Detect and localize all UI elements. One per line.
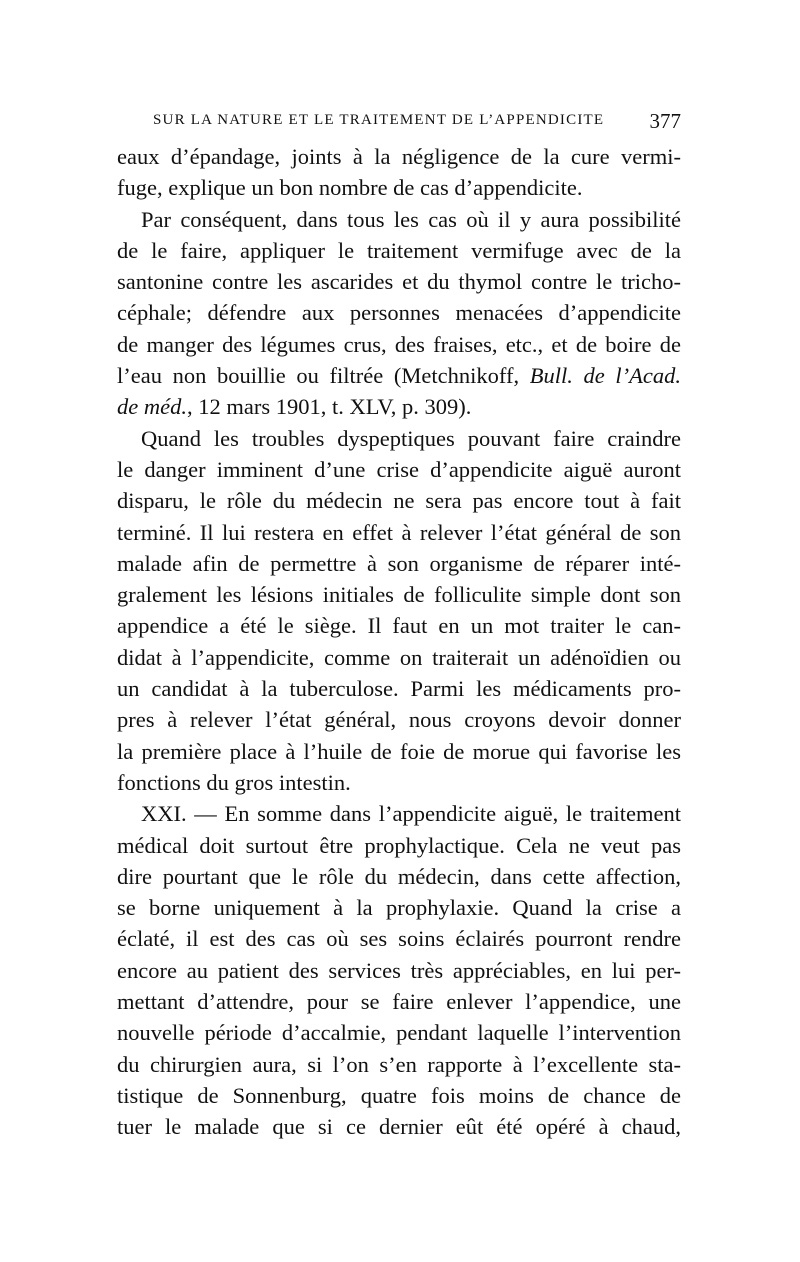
text-line: gralement les lésions initiales de folliculite simple dont son xyxy=(117,582,681,608)
text-line: disparu, le rôle du médecin ne sera pas encore tout à fait xyxy=(117,488,681,514)
text-line: malade afin de permettre à son organisme de réparer inté- xyxy=(117,550,681,576)
text-line: pres à relever l’état général, nous croyons devoir donner xyxy=(117,707,681,733)
text-line: Quand les troubles dyspeptiques pouvant faire craindre xyxy=(141,425,681,451)
citation-details: , 12 mars 1901, t. XLV, p. 309). xyxy=(186,394,472,420)
body-text xyxy=(117,141,681,1143)
text-line: fonctions du gros intestin. xyxy=(117,769,351,795)
text-line: tuer le malade que si ce dernier eût été opéré à chaud, xyxy=(117,1114,681,1140)
text-line: XXI. — En somme dans l’appendicite aiguë, le traitement xyxy=(141,801,681,827)
text-line: la première place à l’huile de foie de morue qui favorise les xyxy=(117,738,681,764)
citation-journal-2: de méd. xyxy=(117,394,187,420)
running-head xyxy=(117,109,681,136)
text-line: du chirurgien aura, si l’on s’en rapporte à l’excellente sta- xyxy=(117,1051,681,1077)
text-line: de le faire, appliquer le traitement vermifuge avec de la xyxy=(117,237,681,263)
text-line: tistique de Sonnenburg, quatre fois moins de chance de xyxy=(117,1082,681,1108)
text-line: éclaté, il est des cas où ses soins éclairés pourront rendre xyxy=(117,926,681,952)
citation-line-1 xyxy=(117,360,681,391)
text-line: encore au patient des services très appréciables, en lui per- xyxy=(117,957,681,983)
text-line: un candidat à la tuberculose. Parmi les médicaments pro- xyxy=(117,676,681,702)
text-line: nouvelle période d’accalmie, pendant laquelle l’intervention xyxy=(117,1020,681,1046)
text-line: eaux d’épandage, joints à la négligence de la cure vermi- xyxy=(117,144,681,169)
running-title: SUR LA NATURE ET LE TRAITEMENT DE L’APPENDICITE xyxy=(153,112,605,128)
text-line: Par conséquent, dans tous les cas où il y aura possibilité xyxy=(141,206,681,232)
text-line: dire pourtant que le rôle du médecin, dans cette affection, xyxy=(117,863,681,889)
text-line: le danger imminent d’une crise d’appendicite aiguë auront xyxy=(117,456,681,482)
text-line: terminé. Il lui restera en effet à relever l’état général de son xyxy=(117,519,681,545)
text-line: de manger des légumes crus, des fraises, etc., et de boire de xyxy=(117,331,681,357)
text-line: didat à l’appendicite, comme on traiterait un adénoïdien ou xyxy=(117,644,681,670)
text-line: appendice a été le siège. Il faut en un mot traiter le can- xyxy=(117,613,681,639)
citation-journal-1: Bull. de l’Acad. xyxy=(529,363,682,389)
page-number: 377 xyxy=(649,109,681,133)
text-line: mettant d’attendre, pour se faire enlever l’appendice, une xyxy=(117,989,681,1015)
text-line: céphale; défendre aux personnes menacées d’appendicite xyxy=(117,300,681,326)
text-line: se borne uniquement à la prophylaxie. Quand la crise a xyxy=(117,895,681,921)
text-line: médical doit surtout être prophylactique. Cela ne veut pas xyxy=(117,832,681,858)
text-line: fuge, explique un bon nombre de cas d’appendicite. xyxy=(117,175,583,201)
citation-lead: l’eau non bouillie ou filtrée (Metchnikoff, xyxy=(117,363,520,389)
text-line: santonine contre les ascarides et du thymol contre le tricho- xyxy=(117,269,681,295)
citation-line-2 xyxy=(117,391,681,422)
